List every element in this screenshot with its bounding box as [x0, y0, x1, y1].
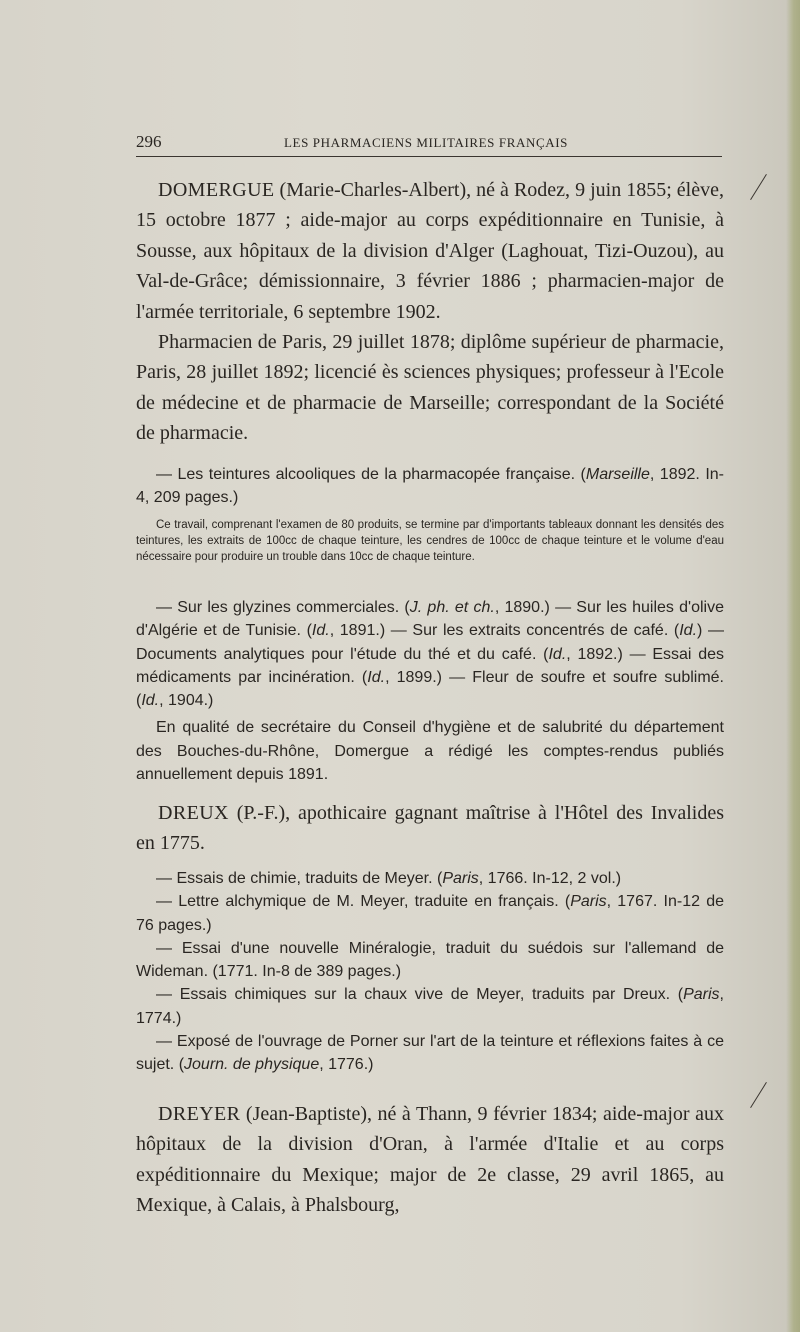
- work-title: — Sur les glyzines commerciales. (: [156, 599, 410, 616]
- work-source: Journ. de physique: [184, 1056, 320, 1074]
- work-title: — Exposé de l'ouvrage de Porner sur l'art de la teinture et réflexions faites à ce sujet. (: [136, 1033, 724, 1074]
- work-source: Id.: [367, 668, 386, 686]
- work-source: Id.: [679, 622, 698, 640]
- biography-text: (Jean-Baptiste), né à Thann, 9 février 1834; aide-major aux hôpitaux de la division d'Oran, à l'armée d'Italie et au corps expéditionnaire du Mexique; major de 2e classe, 29 avril 1865, au Mexique, à Calais, à Phalsbourg,: [136, 1103, 724, 1217]
- work-place: Paris: [442, 870, 479, 887]
- work-details: , 1766. In-12, 2 vol.): [478, 870, 622, 887]
- running-title: LES PHARMACIENS MILITAIRES FRANÇAIS: [284, 135, 568, 150]
- work-title: , 1892.) — Essai des médicaments par incinération. (: [136, 645, 724, 686]
- header-rule: [136, 156, 722, 157]
- biography-text: (Marie-Charles-Albert), né à Rodez, 9 juin 1855; élève, 15 octobre 1877 ; aide-major au corps expéditionnaire en Tunisie, à Sousse, aux hôpitaux de la division d'Alger (Laghouat, Tizi-Ouzou), au Val-de-Grâce; démissionnaire, 3 février 1886 ; pharmacien-major de l'armée territoriale, 6 septembre 1902.: [136, 179, 724, 323]
- domergue-closing: En qualité de secrétaire du Conseil d'hygiène et de salubrité du département des Bouches-du-Rhône, Domergue a rédigé les comptes-rendus publiés annuellement depuis 1891.: [136, 719, 724, 784]
- entry-name: DREUX: [158, 802, 229, 824]
- work-details: , 1776.): [319, 1056, 374, 1074]
- bibliography-item: [136, 983, 724, 1030]
- work-title: — Lettre alchymique de M. Meyer, traduite en français. (: [156, 893, 571, 911]
- domergue-work-teintures: [136, 463, 724, 510]
- work-place: Marseille: [585, 466, 650, 483]
- page-number: 296: [136, 132, 162, 151]
- bibliography-item: [136, 596, 724, 712]
- work-source: J. ph. et ch.: [409, 599, 495, 616]
- work-details: , 1774.): [136, 986, 724, 1027]
- page-edge-shadow: [786, 0, 800, 1332]
- bibliography-item: — Essai d'une nouvelle Minéralogie, traduit du suédois sur l'allemand de Wideman. (1771. In-8 de 389 pages.): [136, 939, 724, 981]
- domergue-works-list: [136, 596, 724, 786]
- work-title: ) — Documents analytiques pour l'étude du thé et du café. (: [136, 622, 724, 663]
- domergue-diplomas: Pharmacien de Paris, 29 juillet 1878; diplôme supérieur de pharmacie, Paris, 28 juillet 1892; licencié ès sciences physiques; professeur à l'Ecole de médecine et de pharmacie de Marseille; correspondant de la Société de pharmacie.: [136, 331, 724, 445]
- work-source: Id.: [311, 622, 330, 640]
- entry-domergue: [136, 175, 724, 449]
- domergue-note: [136, 518, 724, 566]
- work-source: Id.: [548, 645, 567, 663]
- bibliography-item: [136, 890, 724, 937]
- work-source: Id.: [141, 692, 160, 710]
- entry-name: DOMERGUE: [158, 179, 275, 201]
- work-title: , 1891.) — Sur les extraits concentrés de café. (: [329, 622, 680, 640]
- domergue-biography: [136, 175, 724, 327]
- dreux-biography: [136, 798, 724, 859]
- bibliography-item: [136, 1030, 724, 1077]
- work-title: , 1890.) — Sur les huiles d'olive d'Algérie et de Tunisie. (: [136, 599, 724, 640]
- work-place: Paris: [683, 986, 720, 1004]
- page-header: [136, 128, 722, 158]
- note-text: Ce travail, comprenant l'examen de 80 produits, se termine par d'importants tableaux donnant les densités des teintures, les extraits de 100cc de chaque teinture, les cendres de 100cc de chaque teinture et le volume d'eau nécessaire pour produire un trouble dans 10cc de chaque teinture.: [136, 519, 724, 563]
- margin-mark: [750, 1082, 767, 1108]
- dreyer-biography: [136, 1099, 724, 1221]
- entry-dreyer: [136, 1099, 724, 1221]
- work-details: , 1892. In-4, 209 pages.): [136, 466, 724, 507]
- work-title: , 1899.) — Fleur de soufre et soufre sublimé. (: [136, 668, 725, 710]
- work-details: , 1904.): [159, 692, 214, 710]
- bibliography-item: [136, 867, 724, 890]
- work-place: Paris: [570, 893, 607, 911]
- entry-dreux: [136, 798, 724, 859]
- work-details: , 1767. In-12 de 76 pages.): [136, 893, 724, 934]
- entry-name: DREYER: [158, 1103, 241, 1125]
- biography-text: (P.-F.), apothicaire gagnant maîtrise à l'Hôtel des Invalides en 1775.: [136, 802, 724, 855]
- work-title: — Essais de chimie, traduits de Meyer. (: [156, 870, 443, 887]
- bibliography-item: [136, 463, 724, 510]
- margin-mark: [750, 174, 767, 200]
- dreux-works-list: [136, 867, 724, 1077]
- work-title: — Les teintures alcooliques de la pharmacopée française. (: [156, 466, 586, 483]
- work-title: — Essais chimiques sur la chaux vive de Meyer, traduits par Dreux. (: [156, 986, 684, 1004]
